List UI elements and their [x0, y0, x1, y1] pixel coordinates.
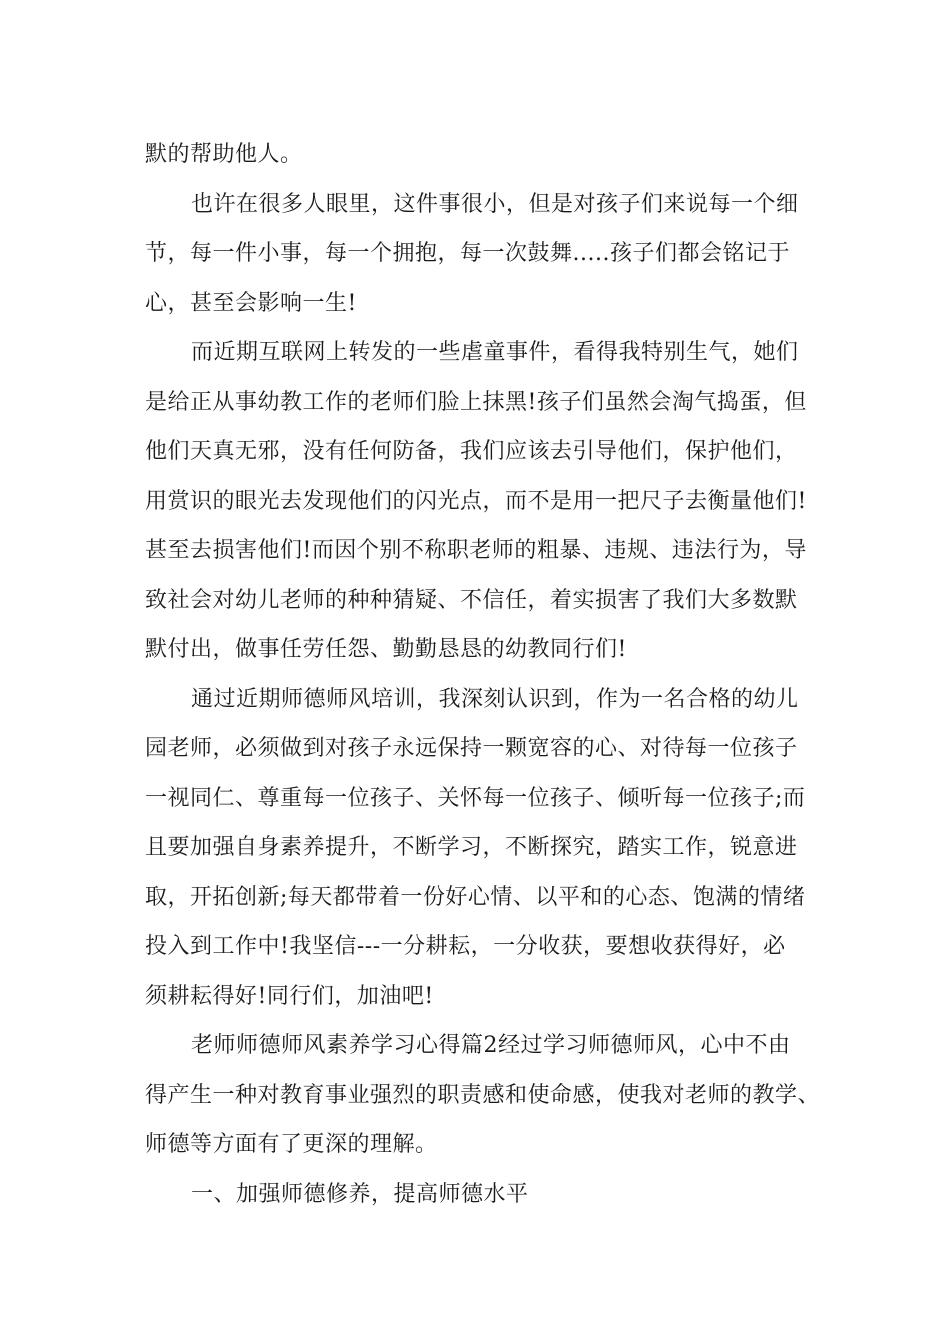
text-line: 甚至去损害他们!而因个别不称职老师的粗暴、违规、违法行为，导 [145, 538, 807, 563]
text-line: 致社会对幼儿老师的种种猜疑、不信任，着实损害了我们大多数默 [145, 587, 798, 613]
text-line: 老师师德师风素养学习心得篇2经过学习师德师风，心中不由 [191, 1033, 791, 1058]
text-line: 须耕耘得好!同行们，加油吧! [145, 983, 434, 1009]
paragraph-1 [145, 130, 810, 180]
text-line: 取，开拓创新;每天都带着一份好心情、以平和的心态、饱满的情绪 [145, 884, 806, 910]
text-line: 用赏识的眼光去发现他们的闪光点，而不是用一把尺子去衡量他们! [145, 488, 807, 514]
heading-text: 一、加强师德修养，提高师德水平 [191, 1181, 529, 1207]
paragraph-4 [145, 675, 810, 1022]
text-line: 得产生一种对教育事业强烈的职责感和使命感，使我对老师的教学、 [145, 1082, 821, 1108]
paragraph-5 [145, 1021, 821, 1170]
text-line: 且要加强自身素养提升，不断学习，不断探究，踏实工作，锐意进 [145, 835, 798, 860]
text-line: 也许在很多人眼里，这件事很小，但是对孩子们来说每一个细 [191, 191, 799, 217]
document-body [145, 130, 821, 1219]
text-line: 心，甚至会影响一生! [145, 290, 357, 316]
text-line: 通过近期师德师风培训，我深刻认识到，作为一名合格的幼儿 [191, 686, 799, 712]
text-line: 而近期互联网上转发的一些虐童事件，看得我特别生气，她们 [191, 340, 799, 365]
text-line: 师德等方面有了更深的理解。 [145, 1132, 438, 1157]
section-heading [145, 1170, 810, 1220]
text-line: 默付出，做事任劳任怨、勤勤恳恳的幼教同行们! [145, 637, 627, 662]
text-line: 默的帮助他人。 [145, 142, 303, 167]
paragraph-2 [145, 180, 810, 329]
text-line: 节，每一件小事，每一个拥抱，每一次鼓舞.....孩子们都会铭记于 [145, 241, 790, 266]
text-line: 一视同仁、尊重每一位孩子、关怀每一位孩子、倾听每一位孩子;而 [145, 785, 806, 811]
paragraph-3 [145, 328, 810, 675]
text-line: 园老师，必须做到对孩子永远保持一颗宽容的心、对待每一位孩子 [145, 736, 798, 761]
text-line: 是给正从事幼教工作的老师们脸上抹黑!孩子们虽然会淘气捣蛋，但 [145, 389, 807, 415]
text-line: 投入到工作中!我坚信---一分耕耘，一分收获，要想收获得好，必 [145, 934, 786, 959]
text-line: 他们天真无邪，没有任何防备，我们应该去引导他们，保护他们， [145, 439, 798, 464]
